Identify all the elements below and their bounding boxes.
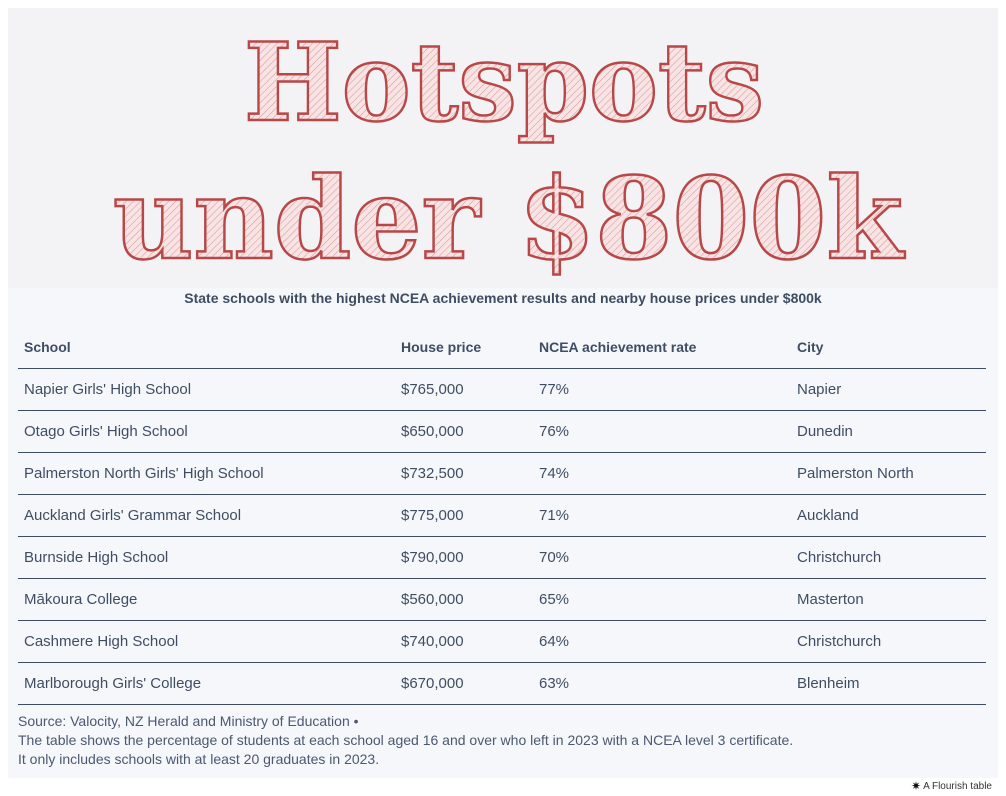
table-header-row [18,326,986,369]
cell-school: Palmerston North Girls' High School [18,453,395,495]
cell-school: Napier Girls' High School [18,369,395,411]
cell-ncea-rate: 63% [533,663,791,705]
methodology-note: The table shows the percentage of students at each school aged 16 and over who left in 2023 with a NCEA level 3 certificate. [18,732,794,748]
cell-city: Christchurch [791,621,986,663]
cell-ncea-rate: 77% [533,369,791,411]
cell-city: Masterton [791,579,986,621]
table-subtitle: State schools with the highest NCEA achievement results and nearby house prices under $800k [184,290,822,306]
cell-house-price: $732,500 [395,453,533,495]
cell-house-price: $775,000 [395,495,533,537]
cell-city: Palmerston North [791,453,986,495]
table-row [18,369,986,411]
cell-city: Blenheim [791,663,986,705]
column-header-ncea-rate[interactable]: NCEA achievement rate [533,326,791,369]
hero-title-graphic [8,8,998,288]
hero-title-image [8,8,998,288]
cell-school: Auckland Girls' Grammar School [18,495,395,537]
source-note: Source: Valocity, NZ Herald and Ministry of Education • [18,713,359,729]
cell-ncea-rate: 70% [533,537,791,579]
cell-school: Marlborough Girls' College [18,663,395,705]
cell-school: Mākoura College [18,579,395,621]
cell-ncea-rate: 64% [533,621,791,663]
flourish-credit-link[interactable] [911,779,992,793]
table-footer [18,712,986,769]
cell-house-price: $650,000 [395,411,533,453]
table-row [18,579,986,621]
column-header-city[interactable]: City [791,326,986,369]
cell-city: Napier [791,369,986,411]
flourish-credit-text: A Flourish table [923,780,992,792]
cell-house-price: $740,000 [395,621,533,663]
inclusion-note: It only includes schools with at least 20 graduates in 2023. [18,751,380,767]
table-card [8,8,998,778]
cell-ncea-rate: 74% [533,453,791,495]
hero-title-line2: under $800k [113,154,906,285]
cell-school: Otago Girls' High School [18,411,395,453]
cell-house-price: $560,000 [395,579,533,621]
table-row [18,453,986,495]
schools-table [18,326,986,705]
cell-house-price: $790,000 [395,537,533,579]
table-row [18,495,986,537]
cell-city: Dunedin [791,411,986,453]
cell-house-price: $765,000 [395,369,533,411]
table-row [18,411,986,453]
table-row [18,621,986,663]
hero-title-line1: Hotspots [244,20,764,146]
flourish-star-icon: ✷ [911,779,922,793]
cell-ncea-rate: 76% [533,411,791,453]
cell-ncea-rate: 65% [533,579,791,621]
column-header-house-price[interactable]: House price [395,326,533,369]
column-header-school[interactable]: School [18,326,395,369]
table-row [18,537,986,579]
cell-school: Burnside High School [18,537,395,579]
cell-city: Christchurch [791,537,986,579]
cell-ncea-rate: 71% [533,495,791,537]
cell-school: Cashmere High School [18,621,395,663]
cell-house-price: $670,000 [395,663,533,705]
cell-city: Auckland [791,495,986,537]
table-row [18,663,986,705]
